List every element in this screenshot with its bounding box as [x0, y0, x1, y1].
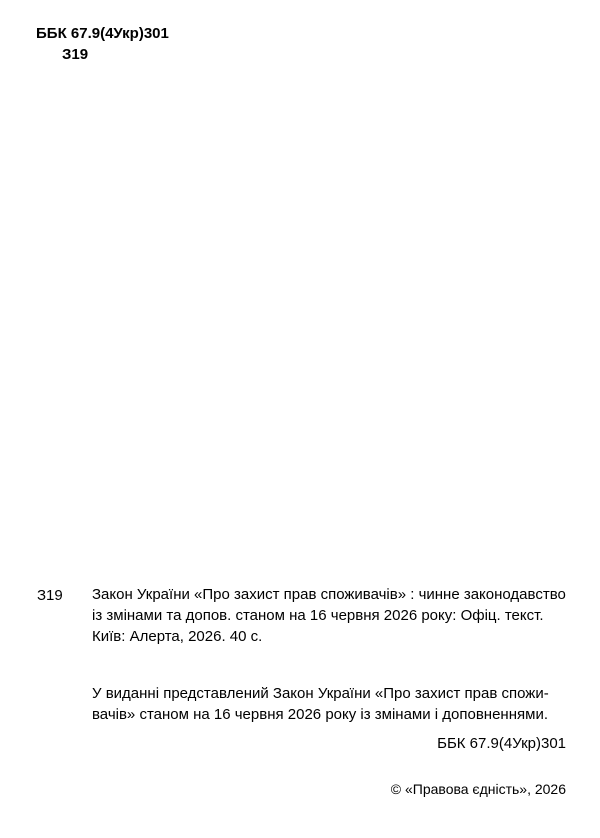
copyright-notice: © «Правова єдність», 2026 [390, 781, 566, 797]
catalog-entry [92, 584, 572, 647]
annotation [92, 683, 572, 725]
catalog-entry-line: Закон України «Про захист прав споживачів» : чинне законодавство [92, 586, 566, 603]
catalog-entry-author-mark: З19 [37, 587, 63, 604]
catalog-entry-line: із змінами та допов. станом на 16 червня 2026 року: Офіц. текст. [92, 607, 544, 624]
annotation-line: У виданні представлений Закон України «Про захист прав спожи- [92, 685, 549, 702]
classification-code-bottom: ББК 67.9(4Укр)301 [437, 735, 566, 752]
annotation-line: вачів» станом на 16 червня 2026 року із змінами і доповненнями. [92, 706, 548, 723]
author-mark-top: З19 [62, 46, 89, 63]
classification-code-top: ББК 67.9(4Укр)301 [36, 25, 169, 42]
catalog-entry-line: Київ: Алерта, 2026. 40 с. [92, 628, 263, 645]
